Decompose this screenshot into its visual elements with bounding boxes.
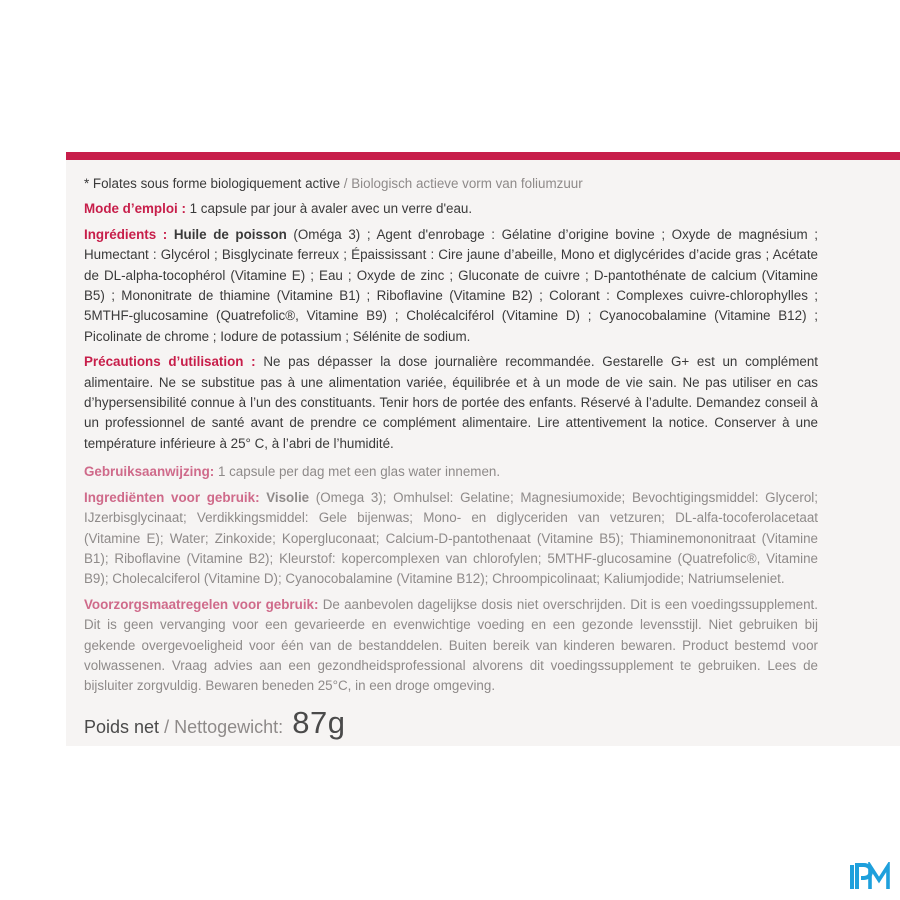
precautions-fr-text: Ne pas dépasser la dose journalière recommandée. Gestarelle G+ est un complément alimentaire. Ne se substitue pas à une alimentation variée, équilibrée et à un mode de vie sain. Ne pas utiliser en cas d’hypersensibilité connue à l’un des constituants. Tenir hors de portée des enfants. Réservé à l’adulte. Demandez conseil à un professionnel de santé avant de prendre ce complément alimentaire. Lire attentivement la notice. Conserver à une température inférieure à 25° C, à l’abri de l’humidité. <box>84 354 819 451</box>
precautions-nl-text: De aanbevolen dagelijkse dosis niet overschrijden. Dit is een voedingssupplement. Dit is geen vervanging voor een gevarieerde en evenwichtige voeding en een gezonde levensstijl. Niet gebruiken bij gekende overgevoeligheid voor één van de bestanddelen. Buiten bereik van kinderen bewaren. Product bestemd voor volwassenen. Vraag advies aan een gezondheidsprofessional alvorens dit voedingssupplement te gebruiken. Lees de bijsluiter zorgvuldig. Bewaren beneden 25°C, in een droge omgeving. <box>84 596 818 694</box>
usage-fr-heading: Mode d’emploi : <box>84 201 186 217</box>
ingredients-nl-text: (Omega 3); Omhulsel: Gelatine; Magnesiumoxide; Bevochtigingsmiddel: Glycerol; IJzerbisglycinaat; Verdikkingsmiddel: Gele bijenwas; Mono- en diglyceriden van vetzuren; DL-alfa-tocoferolacetaat (Vitamine E); Water; Zinkoxide; Kopergluconaat; Calcium-D-pantothenaat (Vitamine B5); Thiaminemononitraat (Vitamine B1); Riboflavine (Vitamine B2); Kleurstof: kopercomplexen van chlorofylen; 5MTHF-glucosamine (Quatrefolic®, Vitamine B9); Cholecalciferol (Vitamine D); Cyanocobalamine (Vitamine B12); Chroompicolinaat; Kaliumjodide; Natriumseleniet. <box>84 489 818 587</box>
usage-nl <box>84 462 818 482</box>
net-weight-nl-label: Nettogewicht: <box>174 716 284 737</box>
precautions-nl-heading: Voorzorgsmaatregelen voor gebruik: <box>84 596 319 612</box>
ingredients-nl-bold: Visolie <box>259 489 310 505</box>
usage-nl-text: 1 capsule per dag met een glas water innemen. <box>214 464 501 480</box>
label-content <box>84 174 818 741</box>
ingredients-fr-bold: Huile de poisson <box>167 226 287 242</box>
net-weight-value: 87g <box>283 704 346 740</box>
footnote-fr: * Folates sous forme biologiquement active <box>84 176 341 191</box>
footnote-separator: / <box>340 176 352 191</box>
usage-nl-heading: Gebruiksaanwijzing: <box>84 464 215 480</box>
ingredients-nl-heading: Ingrediënten voor gebruik: <box>84 489 260 505</box>
precautions-nl <box>84 595 818 697</box>
usage-fr <box>84 199 818 219</box>
ipm-logo-icon <box>849 862 891 892</box>
ingredients-fr-text: (Oméga 3) ; Agent d'enrobage : Gélatine d’origine bovine ; Oxyde de magnésium ; Humectant : Glycérol ; Bisglycinate ferreux ; Épaississant : Cire jaune d’abeille, Mono et diglycérides d’acide gras ; Acétate de DL-alpha-tocophérol (Vitamine E) ; Eau ; Oxyde de zinc ; Gluconate de cuivre ; D-pantothénate de calcium (Vitamine B5) ; Mononitrate de thiamine (Vitamine B1) ; Riboflavine (Vitamine B2) ; Colorant : Complexes cuivre-chlorophylles ; 5MTHF-glucosamine (Quatrefolic®, Vitamine B9) ; Cholécalciférol (Vitamine D) ; Cyanocobalamine (Vitamine B12) ; Picolinate de chrome ; Iodure de potassium ; Sélénite de sodium. <box>84 226 819 344</box>
net-weight-fr-label: Poids net <box>84 716 160 737</box>
net-weight-separator: / <box>159 716 175 737</box>
ingredients-nl <box>84 488 818 590</box>
red-accent-bar <box>66 152 900 160</box>
ingredients-fr-heading: Ingrédients : <box>84 226 168 242</box>
usage-fr-text: 1 capsule par jour à avaler avec un verre d'eau. <box>185 201 473 217</box>
precautions-fr-heading: Précautions d’utilisation : <box>84 354 256 370</box>
precautions-fr <box>84 352 818 454</box>
footnote-nl: Biologisch actieve vorm van foliumzuur <box>351 176 583 191</box>
ingredients-fr <box>84 225 818 347</box>
net-weight <box>84 705 818 741</box>
footnote <box>84 174 818 194</box>
